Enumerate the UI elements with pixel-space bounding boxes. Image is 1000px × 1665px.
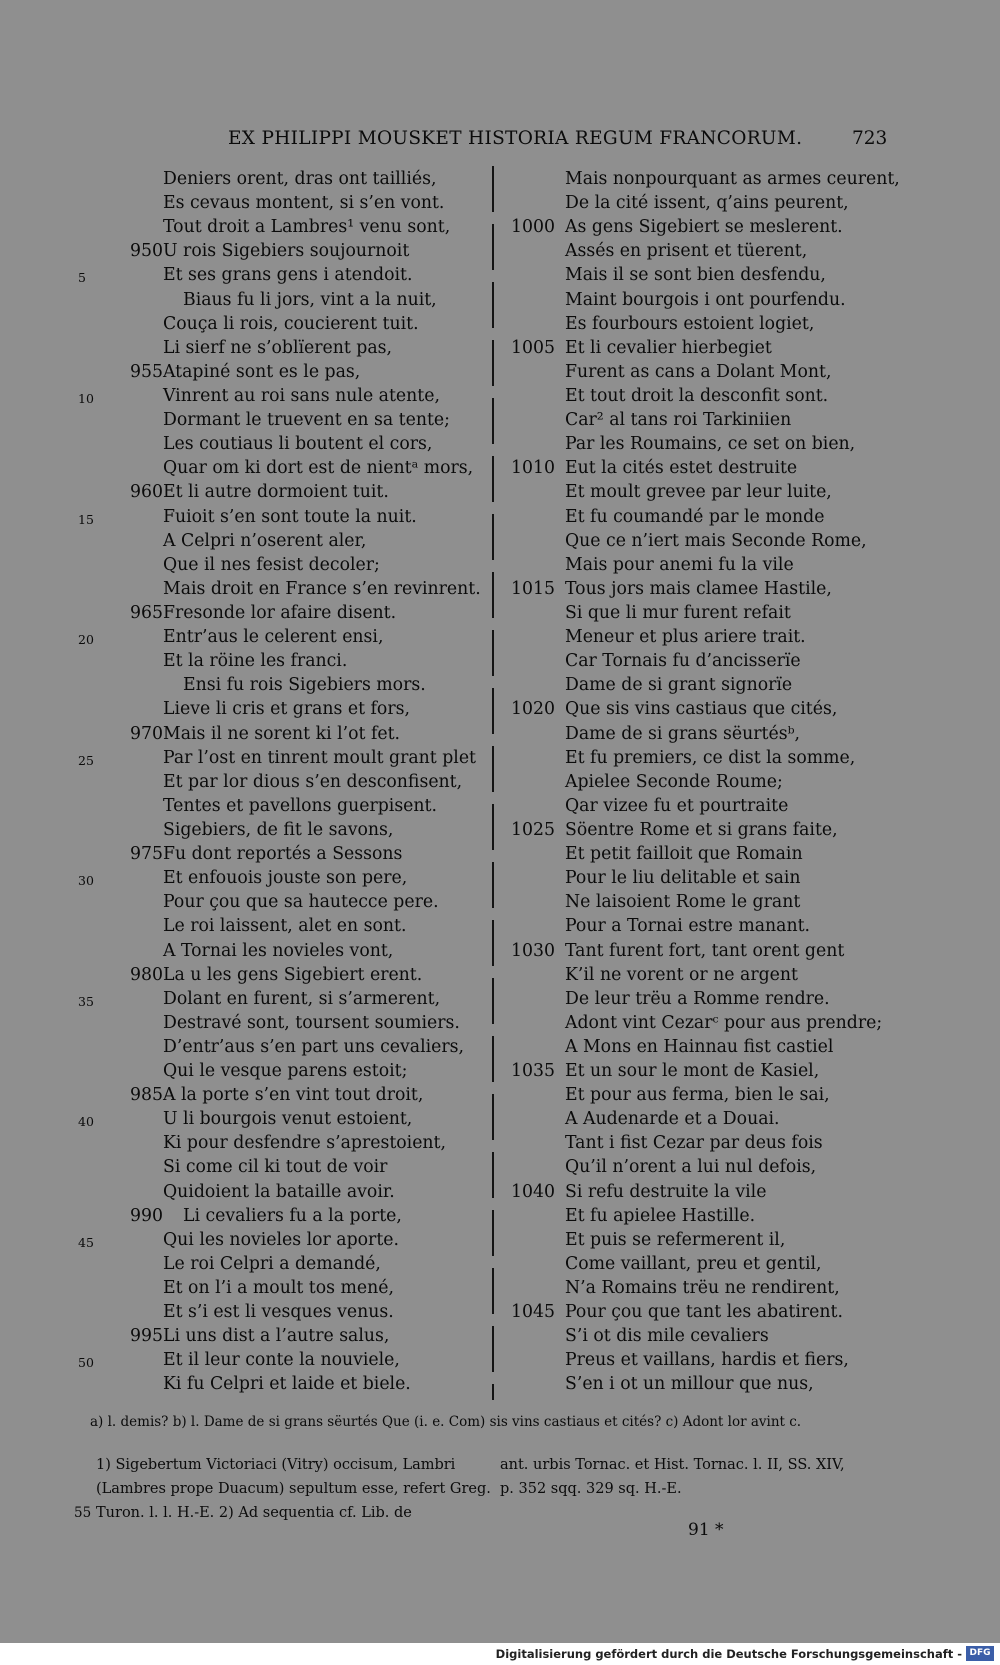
critical-apparatus: a) l. demis? b) l. Dame de si grans sëurtés Que (i. e. Com) sis vins castiaus et cités? c) Adont lor avint c. bbox=[90, 1414, 802, 1430]
margin-line-number: 50 bbox=[78, 1355, 94, 1371]
verse-line bbox=[0, 1252, 490, 1276]
verse-text: Entr’aus le celerent ensi, bbox=[163, 627, 384, 648]
verse-text: Assés en prisent et tüerent, bbox=[565, 241, 808, 262]
verse-text: Tentes et pavellons guerpisent. bbox=[163, 795, 437, 816]
verse-number: 975 bbox=[130, 844, 163, 865]
verse-line bbox=[492, 336, 1000, 360]
verse-text: Si come cil ki tout de voir bbox=[163, 1157, 388, 1178]
verse-line bbox=[492, 1131, 1000, 1155]
footnote-line bbox=[74, 1477, 491, 1501]
verse-text: Pour çou que sa hautecce pere. bbox=[163, 892, 439, 913]
verse-text: N’a Romains trëu ne rendirent, bbox=[565, 1278, 840, 1299]
left-verse-column bbox=[0, 167, 490, 1397]
verse-line bbox=[492, 167, 1000, 191]
verse-text: Fu dont reportés a Sessons bbox=[163, 844, 403, 865]
running-title: EX PHILIPPI MOUSKET HISTORIA REGUM FRANCORUM. bbox=[228, 128, 803, 149]
verse-text: Et on l’i a moult tos mené, bbox=[163, 1278, 394, 1299]
verse-number: 1000 bbox=[511, 217, 555, 238]
verse-text: Et li cevalier hierbegiet bbox=[565, 337, 772, 358]
verse-text: Dame de si grans sëurtésᵇ, bbox=[565, 723, 800, 744]
verse-text: Et puis se refermerent il, bbox=[565, 1229, 786, 1250]
verse-line bbox=[0, 288, 490, 312]
verse-text: Li sierf ne s’oblïerent pas, bbox=[163, 337, 393, 358]
verse-line bbox=[492, 529, 1000, 553]
verse-number: 965 bbox=[130, 602, 163, 623]
verse-line bbox=[492, 239, 1000, 263]
verse-text: Sigebiers, de fit le savons, bbox=[163, 819, 394, 840]
verse-line bbox=[492, 1155, 1000, 1179]
verse-text: S’i ot dis mile cevaliers bbox=[565, 1326, 769, 1347]
verse-text: De la cité issent, q’ains peurent, bbox=[565, 193, 849, 214]
verse-line bbox=[0, 312, 490, 336]
verse-line bbox=[492, 1372, 1000, 1396]
verse-line bbox=[492, 384, 1000, 408]
margin-line-number: 45 bbox=[78, 1234, 94, 1250]
verse-text: Pour le liu delitable et sain bbox=[565, 868, 801, 889]
verse-text: Si refu destruite la vile bbox=[565, 1181, 767, 1202]
verse-line bbox=[492, 770, 1000, 794]
verse-text: Le roi Celpri a demandé, bbox=[163, 1253, 381, 1274]
verse-number: 985 bbox=[130, 1085, 163, 1106]
verse-text: Preus et vaillans, hardis et fiers, bbox=[565, 1350, 849, 1371]
verse-line bbox=[0, 1107, 490, 1131]
footnotes-right bbox=[500, 1453, 845, 1501]
verse-line bbox=[0, 722, 490, 746]
verse-text: Eut la cités estet destruite bbox=[565, 458, 798, 479]
footnotes-left bbox=[74, 1453, 491, 1525]
verse-text: Biaus fu li jors, vint a la nuit, bbox=[183, 289, 437, 310]
verse-line bbox=[0, 1324, 490, 1348]
verse-text: Et s’i est li vesques venus. bbox=[163, 1302, 394, 1323]
verse-text: Tant furent fort, tant orent gent bbox=[565, 940, 845, 961]
verse-line bbox=[0, 360, 490, 384]
verse-text: Li uns dist a l’autre salus, bbox=[163, 1326, 390, 1347]
verse-text: Et ses grans gens i atendoit. bbox=[163, 265, 413, 286]
verse-text: Mais il ne sorent ki l’ot fet. bbox=[163, 723, 401, 744]
verse-line bbox=[0, 939, 490, 963]
verse-text: A Celpri n’oserent aler, bbox=[163, 530, 367, 551]
verse-number: 995 bbox=[130, 1326, 163, 1347]
verse-text: Car² al tans roi Tarkiniien bbox=[565, 410, 792, 431]
verse-line bbox=[0, 866, 490, 890]
verse-text: Atapiné sont es le pas, bbox=[163, 361, 361, 382]
verse-line bbox=[492, 1011, 1000, 1035]
verse-text: Ensi fu rois Sigebiers mors. bbox=[183, 675, 426, 696]
verse-text: U li bourgois venut estoient, bbox=[163, 1109, 413, 1130]
verse-number: 955 bbox=[130, 361, 163, 382]
verse-text: La u les gens Sigebiert erent. bbox=[163, 964, 423, 985]
verse-text: Qar vizee fu et pourtraite bbox=[565, 795, 789, 816]
margin-line-number: 40 bbox=[78, 1114, 94, 1130]
verse-number: 1010 bbox=[511, 458, 555, 479]
verse-number: 1020 bbox=[511, 699, 555, 720]
verse-text: Que sis vins castiaus que cités, bbox=[565, 699, 838, 720]
verse-text: Es fourbours estoient logiet, bbox=[565, 313, 815, 334]
footnote-text: 1) Sigebertum Victoriaci (Vitry) occisum, Lambri bbox=[96, 1457, 456, 1473]
verse-text: Et il leur conte la nouviele, bbox=[163, 1350, 400, 1371]
verse-text: Meneur et plus ariere trait. bbox=[565, 627, 806, 648]
verse-line bbox=[0, 914, 490, 938]
verse-line bbox=[492, 1059, 1000, 1083]
footnote-line bbox=[74, 1453, 491, 1477]
verse-line bbox=[492, 673, 1000, 697]
verse-text: Si que li mur furent refait bbox=[565, 602, 791, 623]
page-number: 723 bbox=[852, 128, 888, 149]
dfg-logo: DFG bbox=[966, 1646, 994, 1661]
verse-number: 1015 bbox=[511, 578, 555, 599]
verse-line bbox=[0, 1204, 490, 1228]
verse-line bbox=[492, 625, 1000, 649]
margin-line-number: 55 bbox=[74, 1505, 92, 1521]
verse-line bbox=[492, 939, 1000, 963]
verse-line bbox=[0, 191, 490, 215]
verse-line bbox=[0, 505, 490, 529]
verse-number: 960 bbox=[130, 482, 163, 503]
verse-line bbox=[0, 167, 490, 191]
verse-text: Pour a Tornai estre manant. bbox=[565, 916, 811, 937]
verse-line bbox=[0, 1228, 490, 1252]
verse-line bbox=[0, 987, 490, 1011]
verse-line bbox=[0, 263, 490, 287]
verse-text: Quar om ki dort est de nientᵃ mors, bbox=[163, 458, 474, 479]
verse-text: Et moult grevee par leur luite, bbox=[565, 482, 832, 503]
verse-text: Et fu coumandé par le monde bbox=[565, 506, 825, 527]
verse-text: Lieve li cris et grans et fors, bbox=[163, 699, 410, 720]
verse-line bbox=[492, 215, 1000, 239]
footnote-line bbox=[500, 1453, 845, 1477]
verse-line bbox=[492, 1348, 1000, 1372]
verse-line bbox=[492, 1083, 1000, 1107]
verse-line bbox=[0, 625, 490, 649]
verse-line bbox=[492, 263, 1000, 287]
margin-line-number: 20 bbox=[78, 632, 94, 648]
verse-text: A la porte s’en vint tout droit, bbox=[163, 1085, 424, 1106]
verse-text: Et petit failloit que Romain bbox=[565, 844, 803, 865]
verse-text: Et tout droit la desconfit sont. bbox=[565, 385, 829, 406]
margin-line-number: 5 bbox=[78, 270, 86, 286]
verse-line bbox=[0, 456, 490, 480]
footnote-line bbox=[500, 1477, 845, 1501]
verse-text: Couça li rois, coucierent tuit. bbox=[163, 313, 419, 334]
verse-line bbox=[0, 890, 490, 914]
verse-line bbox=[492, 191, 1000, 215]
verse-line bbox=[0, 818, 490, 842]
verse-line bbox=[492, 1204, 1000, 1228]
verse-text: Ki fu Celpri et laide et biele. bbox=[163, 1374, 411, 1395]
verse-line bbox=[492, 1300, 1000, 1324]
verse-text: Come vaillant, preu et gentil, bbox=[565, 1253, 822, 1274]
verse-line bbox=[492, 1324, 1000, 1348]
verse-line bbox=[492, 456, 1000, 480]
verse-line bbox=[492, 408, 1000, 432]
verse-text: Ki pour desfendre s’aprestoient, bbox=[163, 1133, 446, 1154]
verse-line bbox=[492, 722, 1000, 746]
verse-number: 1035 bbox=[511, 1061, 555, 1082]
verse-line bbox=[0, 529, 490, 553]
verse-line bbox=[492, 288, 1000, 312]
footnote-text: Turon. l. l. H.-E. 2) Ad sequentia cf. Lib. de bbox=[96, 1505, 412, 1521]
verse-text: Qu’il n’orent a lui nul defois, bbox=[565, 1157, 817, 1178]
verse-text: Ne laisoient Rome le grant bbox=[565, 892, 801, 913]
verse-line bbox=[0, 408, 490, 432]
verse-line bbox=[492, 1107, 1000, 1131]
verse-text: A Audenarde et a Douai. bbox=[565, 1109, 780, 1130]
verse-text: Et pour aus ferma, bien le sai, bbox=[565, 1085, 830, 1106]
verse-line bbox=[0, 649, 490, 673]
verse-line bbox=[0, 1300, 490, 1324]
verse-text: Et fu premiers, ce dist la somme, bbox=[565, 747, 856, 768]
verse-text: Dame de si grant signorïe bbox=[565, 675, 793, 696]
verse-text: Söentre Rome et si grans faite, bbox=[565, 819, 838, 840]
verse-line bbox=[492, 697, 1000, 721]
verse-text: Li cevaliers fu a la porte, bbox=[183, 1205, 402, 1226]
verse-line bbox=[0, 1180, 490, 1204]
verse-text: Vinrent au roi sans nule atente, bbox=[163, 385, 440, 406]
verse-text: Les coutiaus li boutent el cors, bbox=[163, 434, 433, 455]
verse-line bbox=[492, 553, 1000, 577]
verse-text: A Tornai les novieles vont, bbox=[163, 940, 394, 961]
verse-text: Mais nonpourquant as armes ceurent, bbox=[565, 169, 900, 189]
verse-text: Le roi laissent, alet en sont. bbox=[163, 916, 407, 937]
verse-text: Dolant en furent, si s’armerent, bbox=[163, 988, 441, 1009]
verse-text: Fuioit s’en sont toute la nuit. bbox=[163, 506, 417, 527]
verse-text: Et par lor dious s’en desconfisent, bbox=[163, 771, 463, 792]
verse-text: Que ce n’iert mais Seconde Rome, bbox=[565, 530, 867, 551]
verse-text: Maint bourgois i ont pourfendu. bbox=[565, 289, 846, 310]
verse-line bbox=[0, 601, 490, 625]
footnote-text: (Lambres prope Duacum) sepultum esse, refert Greg. bbox=[96, 1481, 491, 1497]
margin-line-number: 30 bbox=[78, 873, 94, 889]
verse-line bbox=[0, 794, 490, 818]
verse-line bbox=[492, 987, 1000, 1011]
verse-line bbox=[0, 842, 490, 866]
verse-number: 1030 bbox=[511, 940, 555, 961]
verse-line bbox=[492, 794, 1000, 818]
margin-line-number: 25 bbox=[78, 752, 94, 768]
verse-text: D’entr’aus s’en part uns cevaliers, bbox=[163, 1036, 464, 1057]
verse-line bbox=[492, 649, 1000, 673]
verse-line bbox=[0, 673, 490, 697]
verse-line bbox=[492, 577, 1000, 601]
verse-text: Pour çou que tant les abatirent. bbox=[565, 1302, 843, 1323]
footnote-text: ant. urbis Tornac. et Hist. Tornac. l. II, SS. XIV, bbox=[500, 1457, 845, 1473]
verse-line bbox=[0, 1011, 490, 1035]
verse-line bbox=[492, 601, 1000, 625]
verse-text: Fresonde lor afaire disent. bbox=[163, 602, 397, 623]
verse-text: S’en i ot un millour que nus, bbox=[565, 1374, 814, 1395]
verse-line bbox=[492, 505, 1000, 529]
verse-text: De leur trëu a Romme rendre. bbox=[565, 988, 830, 1009]
verse-text: Adont vint Cezarᶜ pour aus prendre; bbox=[565, 1012, 883, 1033]
verse-line bbox=[0, 553, 490, 577]
verse-line bbox=[0, 1348, 490, 1372]
signature-mark: 91 * bbox=[688, 1520, 724, 1540]
verse-line bbox=[492, 1276, 1000, 1300]
verse-line bbox=[0, 1083, 490, 1107]
verse-number: 1040 bbox=[511, 1181, 555, 1202]
verse-text: Apielee Seconde Roume; bbox=[565, 771, 783, 792]
verse-number: 990 bbox=[130, 1205, 163, 1226]
verse-text: Et li autre dormoient tuit. bbox=[163, 482, 389, 503]
verse-text: Es cevaus montent, si s’en vont. bbox=[163, 193, 445, 214]
verse-number: 950 bbox=[130, 241, 163, 262]
margin-line-number: 15 bbox=[78, 511, 94, 527]
verse-text: Car Tornais fu d’ancisserïe bbox=[565, 651, 801, 672]
verse-text: Mais droit en France s’en revinrent. bbox=[163, 578, 481, 599]
verse-line bbox=[492, 746, 1000, 770]
verse-line bbox=[0, 239, 490, 263]
verse-number: 1025 bbox=[511, 819, 555, 840]
footnote-line bbox=[74, 1501, 491, 1525]
verse-line bbox=[0, 1035, 490, 1059]
verse-text: Deniers orent, dras ont tailliés, bbox=[163, 169, 437, 189]
verse-line bbox=[492, 963, 1000, 987]
verse-line bbox=[492, 914, 1000, 938]
funding-credit: Digitalisierung gefördert durch die Deutsche Forschungsgemeinschaft - bbox=[495, 1647, 962, 1661]
verse-text: Dormant le truevent en sa tente; bbox=[163, 410, 450, 431]
margin-line-number: 10 bbox=[78, 390, 94, 406]
verse-text: Par l’ost en tinrent moult grant plet bbox=[163, 747, 476, 768]
verse-text: U rois Sigebiers soujournoit bbox=[163, 241, 410, 262]
verse-text: Mais il se sont bien desfendu, bbox=[565, 265, 826, 286]
verse-text: Destravé sont, toursent soumiers. bbox=[163, 1012, 460, 1033]
verse-line bbox=[0, 1131, 490, 1155]
verse-line bbox=[0, 697, 490, 721]
verse-line bbox=[492, 1180, 1000, 1204]
right-verse-column bbox=[492, 167, 1000, 1397]
verse-line bbox=[0, 963, 490, 987]
verse-line bbox=[492, 1035, 1000, 1059]
verse-text: Et un sour le mont de Kasiel, bbox=[565, 1061, 820, 1082]
verse-number: 970 bbox=[130, 723, 163, 744]
verse-line bbox=[492, 432, 1000, 456]
verse-text: Et enfouois jouste son pere, bbox=[163, 868, 408, 889]
verse-text: Mais pour anemi fu la vile bbox=[565, 554, 794, 575]
verse-text: Tous jors mais clamee Hastile, bbox=[565, 578, 832, 599]
verse-line bbox=[0, 577, 490, 601]
verse-line bbox=[0, 1276, 490, 1300]
verse-text: Quidoient la bataille avoir. bbox=[163, 1181, 395, 1202]
verse-text: Tout droit a Lambres¹ venu sont, bbox=[163, 217, 451, 238]
verse-number: 1045 bbox=[511, 1302, 555, 1323]
verse-text: A Mons en Hainnau fist castiel bbox=[565, 1036, 834, 1057]
verse-line bbox=[492, 818, 1000, 842]
verse-line bbox=[492, 1228, 1000, 1252]
verse-text: Furent as cans a Dolant Mont, bbox=[565, 361, 832, 382]
verse-text: Par les Roumains, ce set on bien, bbox=[565, 434, 856, 455]
verse-line bbox=[492, 480, 1000, 504]
verse-line bbox=[0, 746, 490, 770]
verse-text: Qui le vesque parens estoit; bbox=[163, 1061, 408, 1082]
verse-text: As gens Sigebiert se meslerent. bbox=[565, 217, 843, 238]
verse-number: 1005 bbox=[511, 337, 555, 358]
verse-line bbox=[0, 432, 490, 456]
verse-line bbox=[0, 1155, 490, 1179]
verse-number: 980 bbox=[130, 964, 163, 985]
verse-line bbox=[492, 866, 1000, 890]
verse-text: Tant i fist Cezar par deus fois bbox=[565, 1133, 823, 1154]
verse-text: Que il nes fesist decoler; bbox=[163, 554, 380, 575]
verse-text: Qui les novieles lor aporte. bbox=[163, 1229, 399, 1250]
verse-line bbox=[492, 360, 1000, 384]
verse-line bbox=[492, 890, 1000, 914]
verse-line bbox=[0, 1059, 490, 1083]
verse-text: Et fu apielee Hastille. bbox=[565, 1205, 756, 1226]
verse-line bbox=[0, 480, 490, 504]
verse-line bbox=[0, 770, 490, 794]
margin-line-number: 35 bbox=[78, 993, 94, 1009]
verse-line bbox=[0, 215, 490, 239]
verse-line bbox=[0, 336, 490, 360]
verse-line bbox=[0, 1372, 490, 1396]
verse-line bbox=[492, 312, 1000, 336]
footnote-text: p. 352 sqq. 329 sq. H.-E. bbox=[500, 1481, 682, 1497]
verse-line bbox=[492, 842, 1000, 866]
verse-text: K’il ne vorent or ne argent bbox=[565, 964, 798, 985]
verse-line bbox=[492, 1252, 1000, 1276]
verse-text: Et la röine les franci. bbox=[163, 651, 348, 672]
verse-line bbox=[0, 384, 490, 408]
